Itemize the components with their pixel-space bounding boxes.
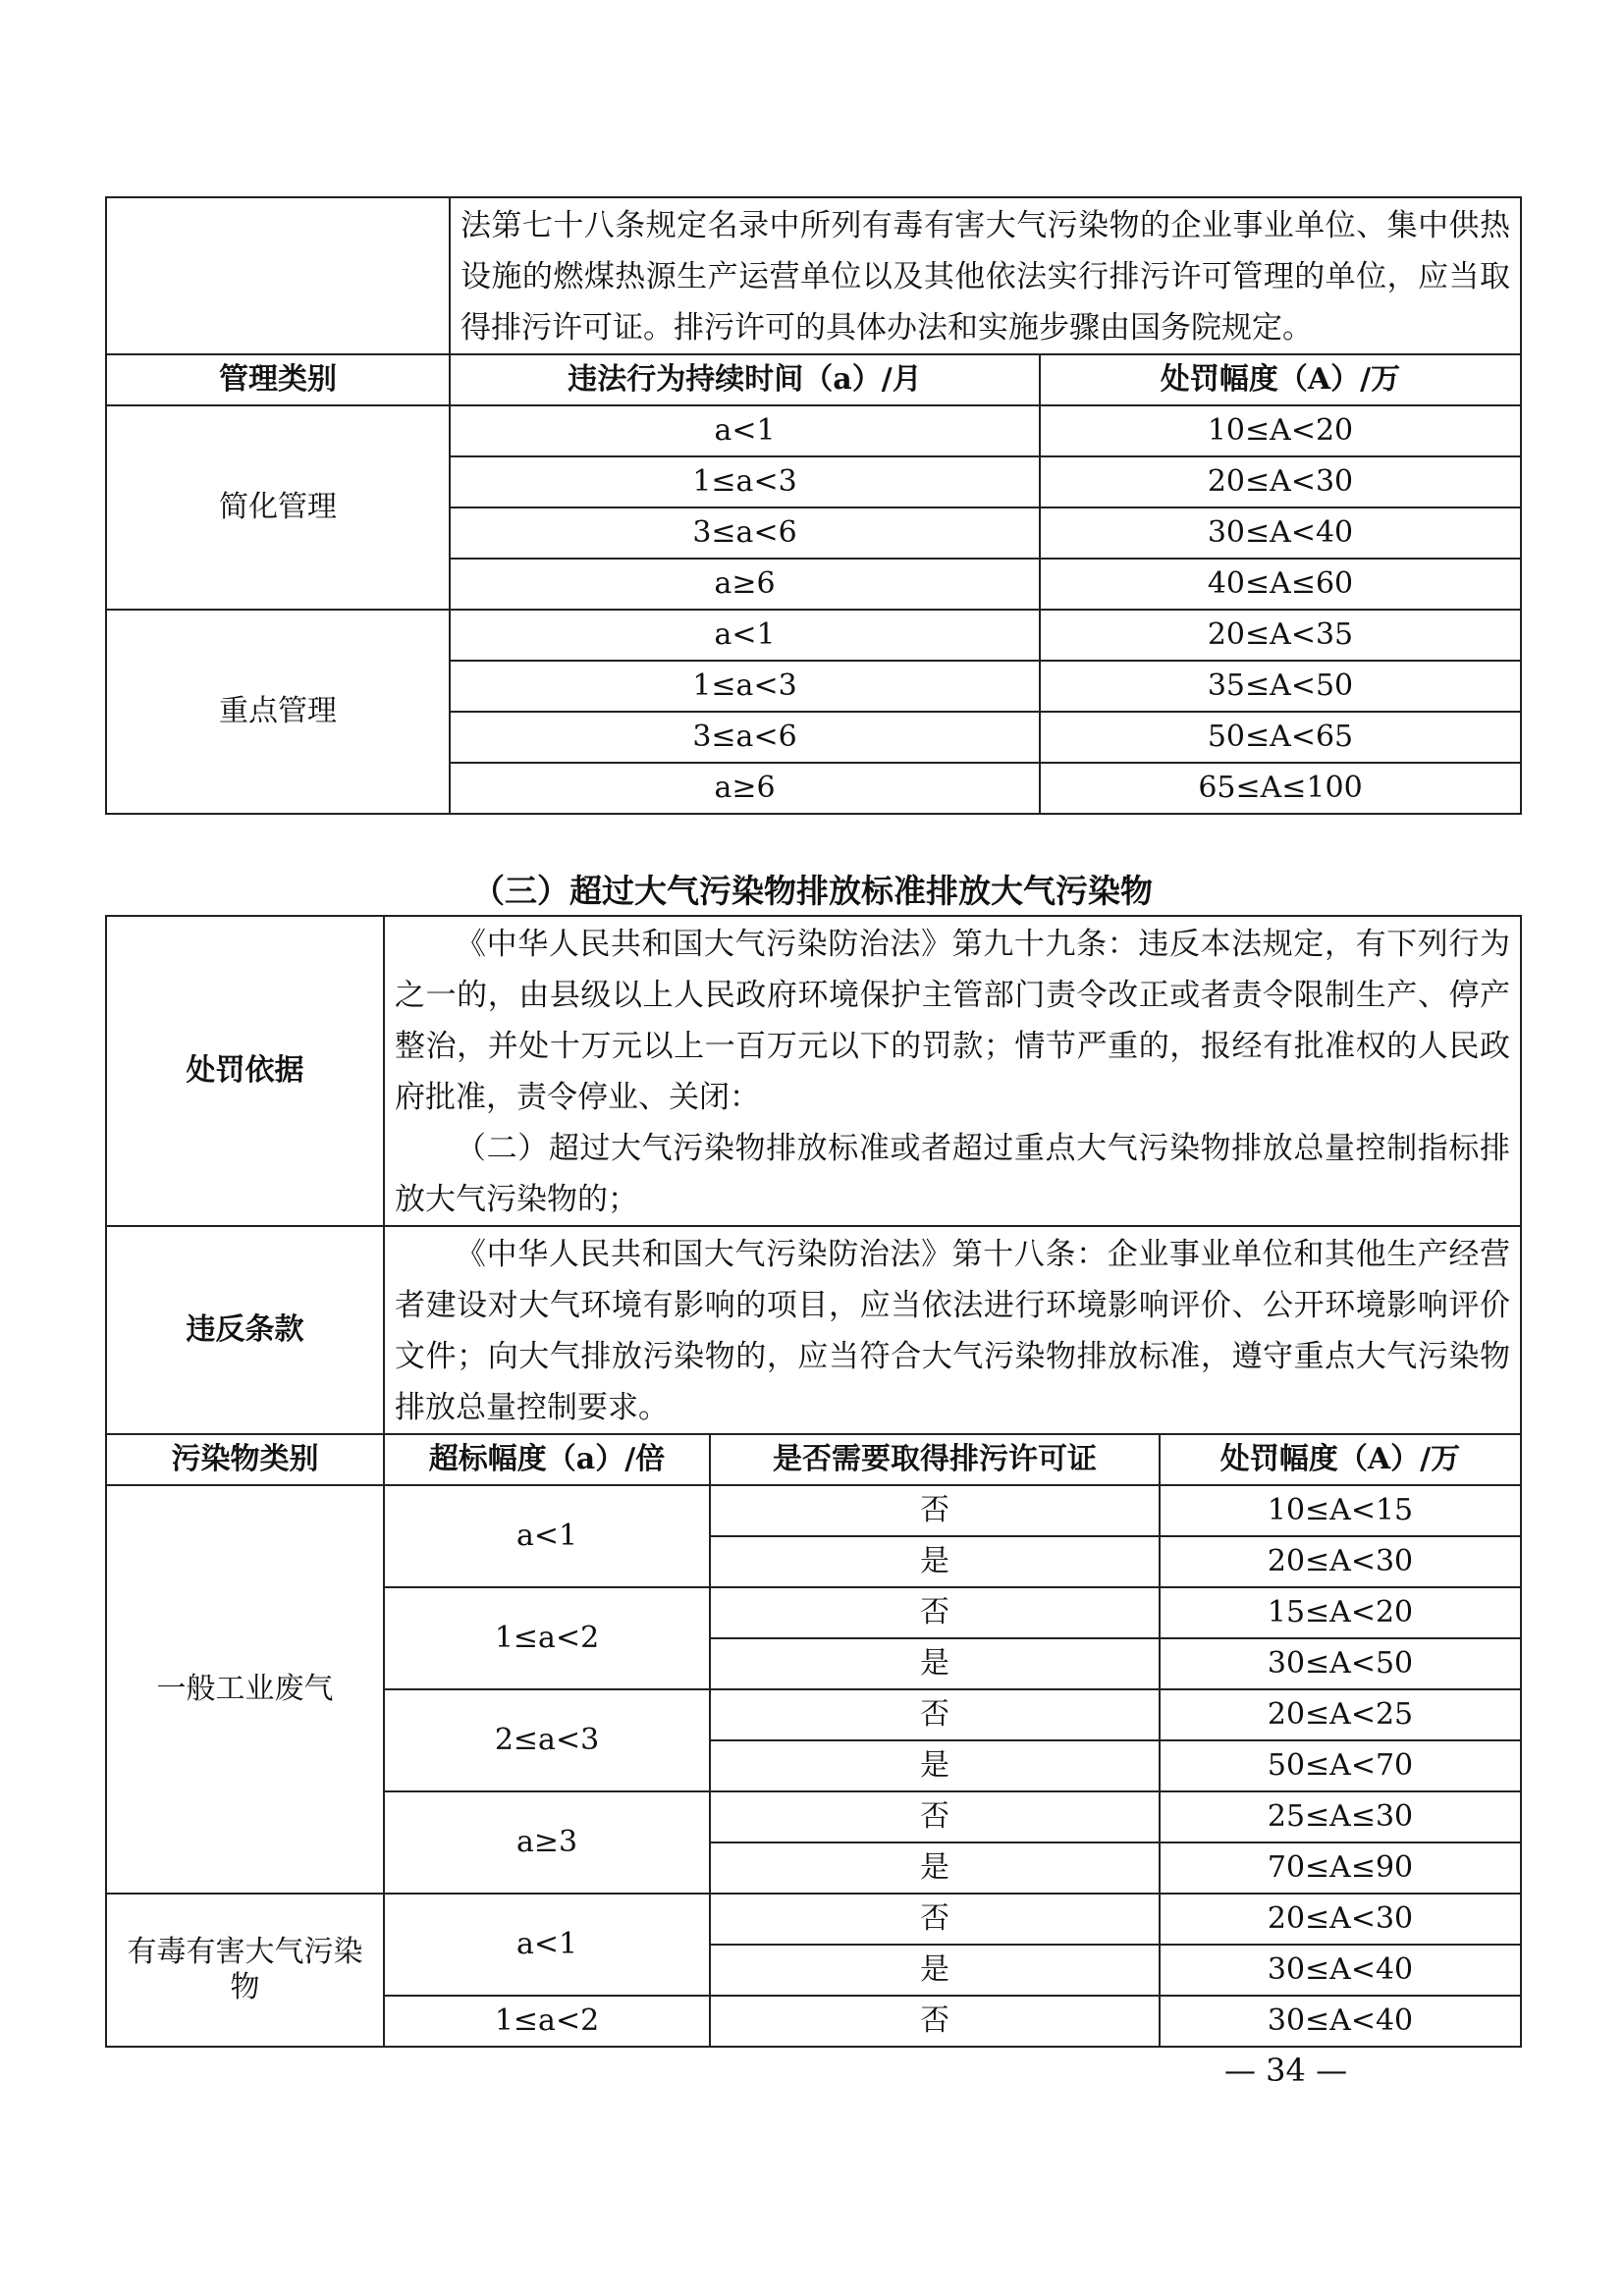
- penalty-cell: 30≤A<50: [1160, 1638, 1521, 1689]
- duration-cell: 1≤a<3: [450, 456, 1040, 507]
- exceed-cell: a≥3: [384, 1791, 710, 1894]
- header-penalty: 处罚幅度（A）/万: [1040, 354, 1521, 405]
- category-cell: 重点管理: [106, 610, 450, 814]
- penalty-cell: 20≤A<25: [1160, 1689, 1521, 1740]
- exceed-cell: 2≤a<3: [384, 1689, 710, 1791]
- header-duration: 违法行为持续时间（a）/月: [450, 354, 1040, 405]
- penalty-cell: 35≤A<50: [1040, 661, 1521, 712]
- penalty-cell: 15≤A<20: [1160, 1587, 1521, 1638]
- penalty-cell: 50≤A<70: [1160, 1740, 1521, 1791]
- duration-cell: 1≤a<3: [450, 661, 1040, 712]
- emission-penalty-table: [105, 915, 1522, 2048]
- permit-cell: 是: [710, 1740, 1160, 1791]
- exceed-cell: 1≤a<2: [384, 1996, 710, 2047]
- penalty-cell: 70≤A≤90: [1160, 1842, 1521, 1894]
- violation-text: [384, 1226, 1521, 1434]
- permit-cell: 是: [710, 1536, 1160, 1587]
- penalty-cell: 20≤A<30: [1160, 1894, 1521, 1945]
- duration-cell: a≥6: [450, 559, 1040, 610]
- penalty-cell: 25≤A≤30: [1160, 1791, 1521, 1842]
- exceed-cell: 1≤a<2: [384, 1587, 710, 1689]
- header-exceed: 超标幅度（a）/倍: [384, 1434, 710, 1485]
- category-cell: 简化管理: [106, 405, 450, 610]
- permit-cell: 否: [710, 1894, 1160, 1945]
- penalty-cell: 65≤A≤100: [1040, 763, 1521, 814]
- penalty-cell: 30≤A<40: [1040, 507, 1521, 559]
- permit-cell: 否: [710, 1485, 1160, 1536]
- duration-cell: a≥6: [450, 763, 1040, 814]
- basis-text: [384, 916, 1521, 1226]
- basis-paragraph-2: （二）超过大气污染物排放标准或者超过重点大气污染物排放总量控制指标排放大气污染物的；: [395, 1131, 1511, 1217]
- penalty-cell: 30≤A<40: [1160, 1945, 1521, 1996]
- permit-cell: 否: [710, 1587, 1160, 1638]
- basis-label: 处罚依据: [106, 916, 384, 1226]
- violation-label: 违反条款: [106, 1226, 384, 1434]
- violation-paragraph: 《中华人民共和国大气污染防治法》第十八条：企业事业单位和其他生产经营者建设对大气环境有影响的项目，应当依法进行环境影响评价、公开环境影响评价文件；向大气排放污染物的，应当符合大气污染物排放标准，遵守重点大气污染物排放总量控制要求。: [395, 1237, 1511, 1425]
- header-permit: 是否需要取得排污许可证: [710, 1434, 1160, 1485]
- permit-cell: 是: [710, 1842, 1160, 1894]
- pollutant-cell: 一般工业废气: [106, 1485, 384, 1894]
- penalty-cell: 40≤A≤60: [1040, 559, 1521, 610]
- penalty-cell: 10≤A<15: [1160, 1485, 1521, 1536]
- permit-cell: 是: [710, 1945, 1160, 1996]
- permit-cell: 否: [710, 1996, 1160, 2047]
- penalty-cell: 10≤A<20: [1040, 405, 1521, 456]
- permit-cell: 否: [710, 1689, 1160, 1740]
- penalty-cell: 20≤A<35: [1040, 610, 1521, 661]
- penalty-cell: 50≤A<65: [1040, 712, 1521, 763]
- management-penalty-table: [105, 196, 1522, 815]
- penalty-cell: 30≤A<40: [1160, 1996, 1521, 2047]
- duration-cell: a<1: [450, 610, 1040, 661]
- duration-cell: 3≤a<6: [450, 712, 1040, 763]
- exceed-cell: a<1: [384, 1894, 710, 1996]
- basis-paragraph-1: 《中华人民共和国大气污染防治法》第九十九条：违反本法规定，有下列行为之一的，由县级以上人民政府环境保护主管部门责令改正或者责令限制生产、停产整治，并处十万元以上一百万元以下的罚款；情节严重的，报经有批准权的人民政府批准，责令停业、关闭：: [395, 927, 1511, 1115]
- penalty-cell: 20≤A<30: [1160, 1536, 1521, 1587]
- empty-label-cell: [106, 197, 450, 354]
- header-pollutant: 污染物类别: [106, 1434, 384, 1485]
- header-penalty: 处罚幅度（A）/万: [1160, 1434, 1521, 1485]
- continued-legal-text: 法第七十八条规定名录中所列有毒有害大气污染物的企业事业单位、集中供热设施的燃煤热源生产运营单位以及其他依法实行排污许可管理的单位，应当取得排污许可证。排污许可的具体办法和实施步骤由国务院规定。: [450, 197, 1521, 354]
- pollutant-cell: 有毒有害大气污染物: [106, 1894, 384, 2047]
- penalty-cell: 20≤A<30: [1040, 456, 1521, 507]
- permit-cell: 否: [710, 1791, 1160, 1842]
- page-number: — 34 —: [1224, 2052, 1348, 2089]
- header-category: 管理类别: [106, 354, 450, 405]
- exceed-cell: a<1: [384, 1485, 710, 1587]
- section-title: （三）超过大气污染物排放标准排放大气污染物: [472, 872, 1153, 910]
- duration-cell: 3≤a<6: [450, 507, 1040, 559]
- permit-cell: 是: [710, 1638, 1160, 1689]
- duration-cell: a<1: [450, 405, 1040, 456]
